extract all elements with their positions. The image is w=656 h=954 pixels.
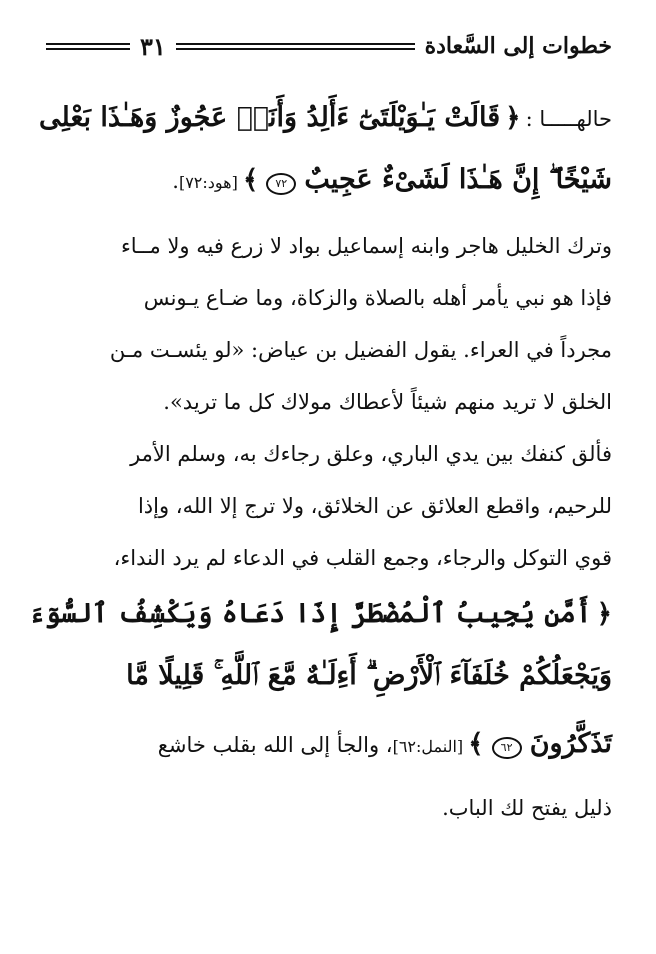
header-rule-long (176, 43, 415, 50)
text-line: فألق كنفك بين يدي الباري، وعلق رجاءك به، وسلم الأمر (130, 442, 612, 466)
verse-reference: [النمل:٦٢] (392, 737, 464, 756)
verse-reference: [هود:٧٢] (178, 173, 238, 192)
quran-verse-text: تَذَكَّرُونَ (529, 728, 612, 759)
text-line: الخلق لا تريد منهم شيئاً لأعطاك مولاك كل ما تريد». (163, 390, 612, 414)
quran-open-bracket: ﴿ (505, 103, 521, 133)
text-line: ذليل يفتح لك الباب. (442, 796, 612, 820)
header-rule-short (46, 43, 130, 50)
book-title: خطوات إلى السَّعادة (424, 33, 612, 59)
text-line (46, 728, 612, 759)
text-line: فإذا هو نبي يأمر أهله بالصلاة والزكاة، وما ضـاع يـونس (143, 286, 612, 310)
quran-close-bracket: ﴾ (242, 165, 259, 195)
quran-verse-text: شَيْخًا ۖ إِنَّ هَـٰذَا لَشَىْءٌ عَجِيبٌ (304, 164, 612, 195)
text-line (39, 102, 612, 133)
ayah-number-marker: ٦٢ (492, 737, 522, 759)
quran-close-bracket: ﴾ (468, 729, 484, 759)
continuation-text: ، والجأ إلى الله بقلب خاشع (157, 733, 393, 757)
text-line (29, 598, 612, 629)
text-line: للرحيم، واقطع العلائق عن الخلائق، ولا ترج إلا الله، وإذا (137, 494, 612, 518)
intro-word: حالهـــــا : (525, 107, 612, 131)
ayah-number-marker: ٧٢ (266, 173, 296, 195)
punctuation: . (172, 169, 179, 193)
text-line (46, 660, 612, 692)
page-number: ٣١ (140, 31, 166, 61)
quran-verse-text: وَيَجْعَلُكُمْ خُلَفَآءَ ٱلْأَرْضِ ۗ أَءِلَـٰهٌ مَّعَ ٱللَّهِ ۚ قَلِيلًا مَّا (126, 660, 612, 691)
text-line: قوي التوكل والرجاء، وجمع القلب في الدعاء لم يرد النداء، (113, 546, 612, 570)
quran-open-bracket: ﴿ (596, 599, 612, 629)
text-line: وترك الخليل هاجر وابنه إسماعيل بواد لا زرع فيه ولا مــاء (120, 234, 612, 258)
text-line: مجرداً في العراء. يقول الفضيل بن عياض: «لو يئسـت مـن (109, 338, 612, 362)
quran-verse-text: أَمَّن يُجِيبُ ٱلْمُضْطَرَّ إِذَا دَعَاهُ وَيَكْشِفُ ٱلسُّوٓءَ (29, 598, 592, 629)
quran-verse-text: قَالَتْ يَـٰوَيْلَتَىٰٓ ءَأَلِدُ وَأَنَا۠ عَجُوزٌ وَهَـٰذَا بَعْلِى (39, 102, 501, 133)
text-line (46, 164, 612, 196)
running-header (46, 28, 612, 64)
